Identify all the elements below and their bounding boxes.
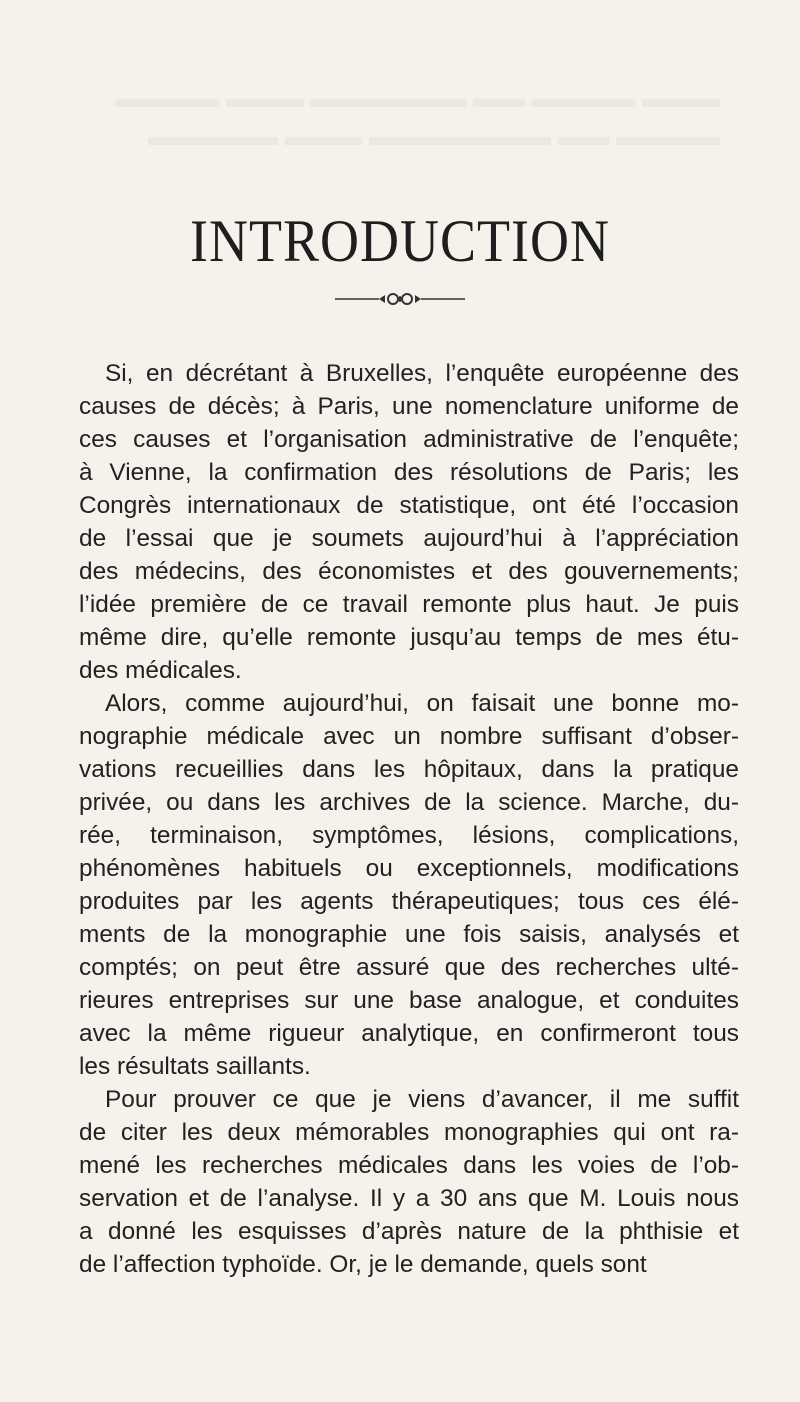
paragraph-2-line: phénomènes habituels ou exceptionnels, modifications [79,855,739,882]
show-through-texture [60,80,720,156]
paragraph-3-line: Pour prouver ce que je viens d’avancer, il me suffit [105,1086,739,1113]
paragraph-1-line: même dire, qu’elle remonte jusqu’au temps de mes étu- [79,624,739,651]
page-title: INTRODUCTION [190,207,610,275]
paragraph-1-line: Congrès internationaux de statistique, ont été l’occasion [79,492,739,519]
paragraph-2-line: Alors, comme aujourd’hui, on faisait une bonne mo- [105,690,739,717]
paragraph-3-line: a donné les esquisses d’après nature de la phthisie et [79,1218,739,1245]
paragraph-3-line: servation et de l’analyse. Il y a 30 ans que M. Louis nous [79,1185,739,1212]
paragraph-2-line: vations recueillies dans les hôpitaux, dans la pratique [79,756,739,783]
paragraph-2-line: ments de la monographie une fois saisis, analysés et [79,921,739,948]
paragraph-3-line: mené les recherches médicales dans les voies de l’ob- [79,1152,739,1179]
ornament-rule-icon [335,291,465,307]
paragraph-1-line: à Vienne, la confirmation des résolutions de Paris; les [79,459,739,486]
paragraph-2-line: les résultats saillants. [79,1053,311,1080]
paragraph-3-line: de citer les deux mémorables monographies qui ont ra- [79,1119,739,1146]
paragraph-1-line: l’idée première de ce travail remonte plus haut. Je puis [79,591,739,618]
paragraph-2-line: privée, ou dans les archives de la science. Marche, du- [79,789,739,816]
paragraph-3-line: de l’affection typhoïde. Or, je le demande, quels sont [79,1251,647,1278]
paragraph-2-line: rée, terminaison, symptômes, lésions, complications, [79,822,739,849]
paragraph-2-line: avec la même rigueur analytique, en confirmeront tous [79,1020,739,1047]
paragraph-1-line: Si, en décrétant à Bruxelles, l’enquête européenne des [105,360,739,387]
paragraph-2-line: nographie médicale avec un nombre suffisant d’obser- [79,723,739,750]
paragraph-2-line: comptés; on peut être assuré que des recherches ulté- [79,954,739,981]
paragraph-2-line: rieures entreprises sur une base analogue, et conduites [79,987,739,1014]
paragraph-1-line: ces causes et l’organisation administrative de l’enquête; [79,426,739,453]
paragraph-1-line: de l’essai que je soumets aujourd’hui à l’appréciation [79,525,739,552]
paragraph-1-line: des médicales. [79,657,242,684]
paragraph-1-line: des médecins, des économistes et des gouvernements; [79,558,739,585]
paragraph-1-line: causes de décès; à Paris, une nomenclature uniforme de [79,393,739,420]
paragraph-2-line: produites par les agents thérapeutiques; tous ces élé- [79,888,739,915]
body-text [79,357,739,1281]
